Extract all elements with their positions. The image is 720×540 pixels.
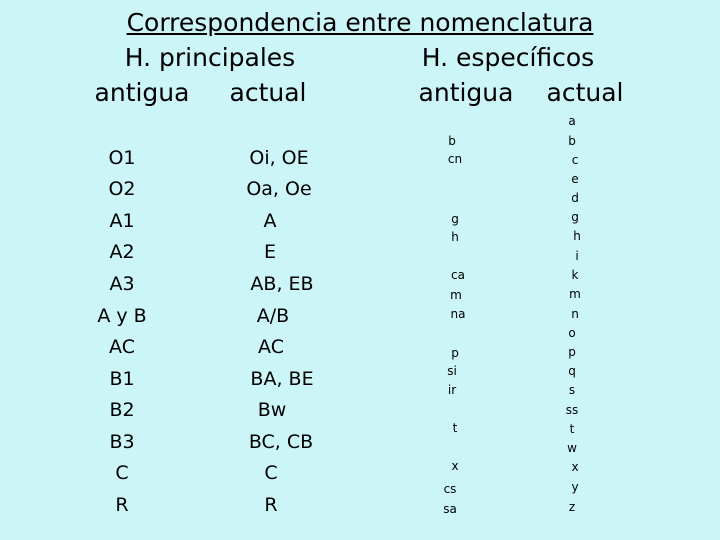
specific-old-code: t [452,421,458,435]
specific-old-code: ca [451,268,465,282]
specific-new-code: i [575,249,579,263]
specific-old-code: cn [447,152,463,166]
principal-old-code: A1 [109,210,135,232]
specific-new-code: s [568,383,576,397]
specific-new-code: z [568,500,576,514]
header-principales: H. principales [124,43,296,72]
specific-old-code: si [447,364,457,378]
header-especificos-actual: actual [546,78,624,107]
specific-old-code: p [451,346,459,360]
specific-new-code: e [571,172,579,186]
principal-old-code: B1 [109,368,135,390]
specific-new-code: q [568,364,576,378]
specific-new-code: g [571,210,579,224]
principal-new-code: E [263,241,277,263]
specific-new-code: x [571,460,579,474]
principal-old-code: O1 [108,147,136,169]
specific-old-code: sa [443,502,457,516]
principal-old-code: B2 [109,399,135,421]
principal-old-code: C [115,462,129,484]
specific-new-code: t [569,422,575,436]
specific-old-code: g [451,212,459,226]
principal-old-code: AC [109,336,135,358]
specific-new-code: c [571,153,579,167]
principal-new-code: BC, CB [248,431,314,453]
specific-old-code: m [450,288,462,302]
specific-old-code: ir [447,383,457,397]
header-especificos: H. específicos [421,43,595,72]
principal-new-code: C [264,462,278,484]
specific-new-code: n [571,307,579,321]
specific-new-code: y [571,480,579,494]
principal-old-code: A2 [109,241,135,263]
principal-new-code: AB, EB [250,273,314,295]
specific-new-code: w [567,441,577,455]
specific-old-code: h [451,230,459,244]
specific-new-code: m [569,287,581,301]
principal-old-code: A y B [97,305,147,327]
specific-new-code: b [568,134,576,148]
specific-old-code: na [450,307,466,321]
specific-old-code: b [448,134,456,148]
specific-new-code: d [571,191,579,205]
specific-new-code: k [571,268,579,282]
principal-new-code: A [263,210,277,232]
specific-new-code: o [568,326,576,340]
principal-new-code: A/B [256,305,290,327]
page-title: Correspondencia entre nomenclatura [126,8,594,37]
principal-old-code: O2 [108,178,136,200]
principal-new-code: Bw [257,399,287,421]
header-especificos-antigua: antigua [418,78,514,107]
specific-new-code: ss [565,403,579,417]
principal-new-code: Oa, Oe [246,178,312,200]
principal-new-code: Oi, OE [249,147,309,169]
principal-old-code: A3 [109,273,135,295]
header-principales-antigua: antigua [94,78,190,107]
specific-old-code: cs [443,482,457,496]
principal-new-code: BA, BE [250,368,314,390]
principal-new-code: AC [258,336,284,358]
header-principales-actual: actual [229,78,307,107]
specific-old-code: x [451,459,459,473]
principal-new-code: R [264,494,278,516]
specific-new-code: p [568,345,576,359]
specific-new-code: h [573,229,581,243]
principal-old-code: R [115,494,129,516]
specific-new-code: a [568,114,576,128]
principal-old-code: B3 [109,431,135,453]
